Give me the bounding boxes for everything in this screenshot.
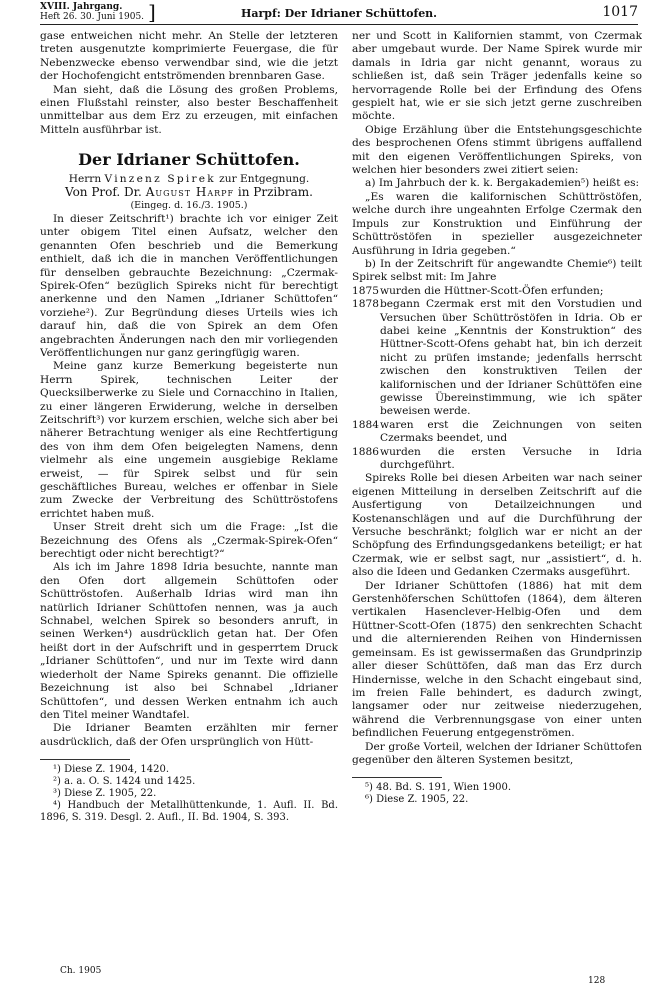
timeline-text: wurden die ersten Versuche in Idria durchgeführt. [380, 445, 642, 471]
timeline-text: wurden die Hüttner-Scott-Öfen erfunden; [380, 284, 604, 297]
footnote: ⁵) 48. Bd. S. 191, Wien 1900. [365, 782, 512, 794]
footnote-divider [40, 759, 130, 760]
footer-right: 128 [588, 976, 606, 986]
running-header [40, 2, 638, 25]
received-date: (Eingeg. d. 16./3. 1905.) [130, 200, 248, 212]
paragraph: Meine ganz kurze Bemerkung begeisterte nun Herrn Spirek, technischen Leiter der Quecksilberwerke zu Siele und Cornacchino in Italien, zu einer längeren Erwiderung, welche in derselben Zeitschrift³) vor kurzem erschien, welche sich aber bei näherer Betrachtung weniger als eine Rechtfertigung des von ihm dem Ofen beigelegten Namens, denn vielmehr als eine ungemein ausgiebige Reklame erweist, — für Spirek selbst und für sein geschäftliches Bureau, welches er offenbar in Siele zum Zwecke der Verbreitung des Schüttröstofens errichtet haben muß. [40, 360, 338, 520]
paragraph: Der Idrianer Schüttofen (1886) hat mit dem Gerstenhöferschen Schüttofen (1864), dem älteren vertikalen Hasenclever-Helbig-Ofen und dem Hüttner-Scott-Ofen (1875) den senkrechten Schacht und die alternierenden Reihen von Hindernissen gemeinsam. Es ist gewissermaßen das Grundprinzip aller dieser Schüttöfen, daß man das Erz durch Hindernisse, welche in den Schacht eingebaut sind, im freien Falle behindert, es dadurch zwingt, langsamer oder nur zeitweise niederzugehen, während die Verbrennungsgase von einer unten befindlichen Feuerung entgegenströmen. [352, 579, 642, 740]
paragraph: gase entweichen nicht mehr. An Stelle der letzteren treten ausgenutzte komprimierte Feuergase, die für Nebenzwecke ebenso verwendbar sind, wie die jetzt der Hochofengicht entströmenden brennbaren Gase. [40, 30, 338, 83]
quotation: „Es waren die kalifornischen Schüttröstöfen, welche durch ihre ungeahnten Erfolge Czermak den Impuls zur Konstruktion und Einführung der Schüttröstöfen in spezieller ausgezeichneter Ausführung in Idria gegeben.“ [352, 190, 642, 257]
paragraph: Als ich im Jahre 1898 Idria besuchte, nannte man den Ofen dort allgemein Schüttofen oder Schüttröstofen. Außerhalb Idrias wird man ihn natürlich Idrianer Schüttofen nennen, was ja auch Schnabel, welchen Spirek so besonders anruft, in seinen Werken⁴) ausdrücklich getan hat. Der Ofen heißt dort in der Aufschrift und in gesperrtem Druck „Idrianer Schüttofen“, und nur im Texte wird dann wiederholt der Name Spireks genannt. Die offizielle Bezeichnung ist also bei Schnabel „Idrianer Schüttofen“, und dessen Werken entnahm ich auch den Titel meiner Wandtafel. [40, 561, 338, 721]
volume-label: XVIII. Jahrgang. [40, 2, 123, 12]
right-column [352, 30, 642, 970]
footnote: ³) Diese Z. 1905, 22. [53, 788, 157, 800]
timeline-year: 1878 [352, 298, 379, 311]
paragraph: In dieser Zeitschrift¹) brachte ich vor einiger Zeit unter obigem Titel einen Aufsatz, welcher den genannten Ofen beschrieb und die Bemerkung enthielt, daß ich die in manchen Veröffentlichungen für denselben gebrauchte Bezeichnung: „Czermak-Spirek-Ofen“ bezüglich Spireks nicht für berechtigt anerkenne und den Namen „Idrianer Schüttofen“ vorziehe²). Zur Begründung dieses Urteils wies ich darauf hin, daß die von Spirek an dem Ofen angebrachten Änderungen nach den mir vorliegenden Veröffentlichungen nur ganz geringfügig waren. [40, 212, 338, 359]
footnote: ⁴) Handbuch der Metallhüttenkunde, 1. Aufl. II. Bd. 1896, S. 319. Desgl. 2. Aufl., II. Bd. 1904, S. 393. [40, 800, 338, 824]
paragraph: a) Im Jahrbuch der k. k. Bergakademien⁵) heißt es: [365, 177, 640, 190]
timeline-entry [352, 419, 642, 446]
page-number: 1017 [602, 4, 638, 20]
paragraph: Die Idrianer Beamten erzählten mir ferner ausdrücklich, daß der Ofen ursprünglich von Hütt- [40, 722, 338, 748]
running-title: Harpf: Der Idrianer Schüttofen. [240, 7, 438, 20]
article-title: Der Idrianer Schüttofen. [78, 150, 300, 170]
timeline-entry [352, 446, 642, 473]
footnote: ¹) Diese Z. 1904, 1420. [53, 764, 170, 776]
footnote: ²) a. a. O. S. 1424 und 1425. [53, 776, 196, 788]
left-column [40, 30, 338, 970]
paragraph: Obige Erzählung über die Entstehungsgeschichte des besprochenen Ofens stimmt übrigens auffallend mit den eigenen Veröffentlichungen Spireks, von welchen hier besonders zwei zitiert seien: [352, 123, 642, 177]
paragraph: Spireks Rolle bei diesen Arbeiten war nach seiner eigenen Mitteilung in derselben Zeitschrift auf die Ausfertigung von Detailzeichnungen und Kostenanschlägen und auf die Durchführung der Versuche beschränkt; folglich war er nicht an der Schöpfung des Erfindungsgedankens beteiligt; er hat Czermak, wie er selbst sagt, nur „assistiert“, d. h. also die Ideen und Gedanken Czermaks ausgeführt. [352, 472, 642, 579]
author-byline: Von Prof. Dr. August Harpf in Przibram. [65, 185, 313, 200]
issue-label: Heft 26. 30. Juni 1905. [40, 12, 145, 22]
paragraph: ner und Scott in Kalifornien stammt, von Czermak aber umgebaut wurde. Der Name Spirek wurde mir damals in Idria gar nicht genannt, woraus zu schließen ist, daß sein Träger jedenfalls keine so hervorragende Rolle bei der Erfindung des Ofens gespielt hat, wie er sie sich jetzt gerne zuschreiben möchte. [352, 30, 642, 123]
footnote-divider [352, 777, 442, 778]
footer-left: Ch. 1905 [60, 966, 102, 976]
timeline-entry [352, 298, 642, 419]
paragraph: Man sieht, daß die Lösung des großen Problems, einen Flußstahl reinster, also bester Beschaffenheit unmittelbar aus dem Erz zu erzeugen, mit einfachen Mitteln ausführbar ist. [40, 83, 338, 136]
header-bracket: ] [148, 0, 156, 24]
timeline-text: begann Czermak erst mit den Vorstudien und Versuchen über Schüttröstöfen in Idria. Ob er dabei keine „Kenntnis der Konstruktion“ des Hüttner-Scott-Ofens gehabt hat, bin ich derzeit nicht zu prüfen imstande; jedenfalls herrscht zwischen den konstruktiven Teilen der kalifornischen und der Idrianer Schüttöfen eine gewisse Übereinstimmung, wie ich später beweisen werde. [380, 298, 642, 418]
paragraph: Unser Streit dreht sich um die Frage: „Ist die Bezeichnung des Ofens als „Czermak-Spirek-Ofen“ berechtigt oder nicht berechtigt?“ [40, 521, 338, 561]
timeline-year: 1875 [352, 284, 379, 297]
footnote: ⁶) Diese Z. 1905, 22. [365, 794, 469, 806]
paragraph: Der große Vorteil, welchen der Idrianer Schüttofen gegenüber den älteren Systemen besitzt, [352, 740, 642, 766]
paragraph: b) In der Zeitschrift für angewandte Chemie⁶) teilt Spirek selbst mit: Im Jahre [352, 257, 642, 284]
article-subtitle: Herrn Vinzenz Spirek zur Entgegnung. [68, 172, 310, 185]
timeline-year: 1884 [352, 418, 379, 431]
timeline-entry [352, 285, 642, 298]
timeline-text: waren erst die Zeichnungen von seiten Czermaks beendet, und [380, 418, 642, 445]
timeline-year: 1886 [352, 445, 379, 458]
